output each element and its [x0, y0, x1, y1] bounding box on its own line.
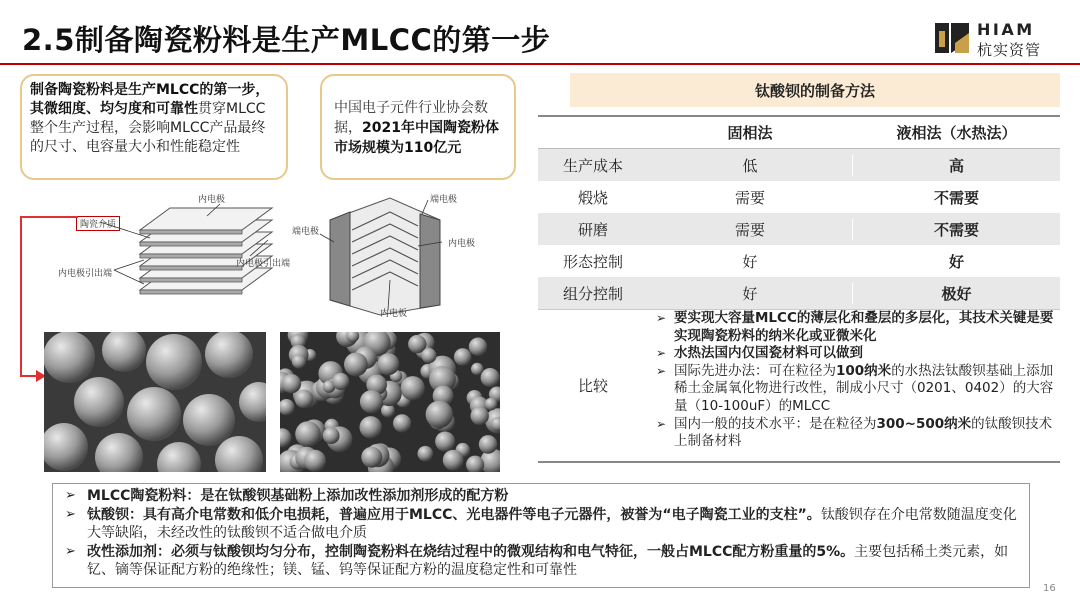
sem-particle	[454, 348, 472, 366]
sem-particle	[471, 407, 489, 425]
sem-particle	[332, 373, 349, 390]
logo-mark-icon	[935, 21, 969, 55]
callout-first-step-bold: 制备陶瓷粉料是生产MLCC的第一步，其微细度、均匀度和可靠性	[30, 82, 270, 117]
solid-value: 好	[648, 251, 853, 272]
sem-particle	[360, 416, 382, 438]
bottom-notes-list	[61, 487, 1021, 580]
compare-list	[648, 310, 1060, 461]
compare-label: 比较	[577, 377, 608, 395]
compare-item: ➢ 国际先进办法：可在粒径为100纳米的水热法钛酸钡基础上添加稀土金属氧化物进行改性，制成小尺寸（0201、0402）的大容量（10-100uF）的MLCC	[656, 363, 1054, 416]
callout-first-step	[20, 74, 288, 180]
sem-particle	[361, 447, 382, 468]
sem-particle	[377, 353, 399, 375]
mlcc-structure-drawing	[290, 190, 515, 320]
preparation-methods-table	[538, 115, 1060, 463]
solid-value: 好	[648, 283, 853, 304]
header-liquid-method: 液相法（水热法）	[896, 124, 1017, 142]
company-logo	[935, 20, 1060, 58]
label-inner-electrode: 内电极	[198, 195, 226, 205]
logo-en-text: HIAM	[977, 20, 1035, 39]
sem-image-solid-method	[44, 332, 266, 472]
note-item: ➢ 改性添加剂：必须与钛酸钡均匀分布，控制陶瓷粉料在烧结过程中的微观结构和电气特征，一般占MLCC配方粉重量的5%。主要包括稀土类元素，如钇、镝等保证配方粉的绝缘性；镁、锰、钨等保证配方粉的温度稳定性和可靠性	[61, 543, 1021, 580]
label-inner-plate: 内电板	[380, 309, 408, 319]
table-compare-row	[538, 309, 1060, 463]
sem-particle	[292, 354, 306, 368]
connector-line-vertical	[20, 216, 22, 376]
table-row	[538, 181, 1060, 213]
compare-item: ➢ 要实现大容量MLCC的薄层化和叠层的多层化，其技术关键是要实现陶瓷粉料的纳米化或亚微米化	[656, 310, 1054, 345]
table-header-row	[538, 117, 1060, 149]
table-row	[538, 245, 1060, 277]
sem-particle	[344, 353, 368, 377]
sem-particle	[481, 368, 500, 387]
label-ceramic-dielectric: 陶瓷介质	[76, 216, 120, 231]
sem-particle	[295, 390, 314, 409]
mlcc-layer-diagram	[22, 190, 291, 320]
liquid-value: 极好	[941, 284, 972, 303]
label-inner-electrode-lead: 内电极引出端	[58, 269, 113, 279]
bottom-notes-box	[52, 483, 1030, 588]
liquid-value: 不需要	[933, 188, 979, 207]
note-item: ➢ 钛酸钡：具有高介电常数和低介电损耗，普遍应用于MLCC、光电器件等电子元器件，被誉为“电子陶瓷工业的支柱”。钛酸钡存在介电常数随温度变化大等缺陷，未经改性的钛酸钡不适合做电介质	[61, 506, 1021, 543]
sem-particle	[323, 427, 340, 444]
mlcc-layer-drawing	[22, 190, 282, 320]
sem-particle	[401, 376, 425, 400]
table-row	[538, 213, 1060, 245]
row-label: 煅烧	[577, 188, 608, 207]
row-label: 形态控制	[562, 252, 623, 271]
solid-value: 需要	[648, 187, 853, 208]
sem-particle	[360, 390, 383, 413]
liquid-value: 不需要	[933, 220, 979, 239]
sem-particle	[418, 446, 434, 462]
sem-particle	[471, 363, 483, 375]
sem-particle	[393, 414, 411, 432]
table-row	[538, 149, 1060, 181]
sem-particles-small	[280, 332, 500, 472]
sem-particle	[282, 374, 301, 393]
sem-image-liquid-method	[280, 332, 500, 472]
solid-value: 需要	[648, 219, 853, 240]
liquid-value: 好	[948, 252, 964, 271]
sem-particle	[304, 450, 326, 472]
sem-particle	[426, 401, 453, 428]
page-number: 16	[1043, 583, 1056, 594]
label-terminal-electrode: 端电极	[430, 195, 458, 205]
title-divider	[0, 63, 1080, 65]
sem-particle	[469, 338, 487, 356]
connector-line-top	[20, 216, 78, 218]
table-row	[538, 277, 1060, 309]
compare-item: ➢ 国内一般的技术水平：是在粒径为300~500纳米的钛酸钡技术上制备材料	[656, 416, 1054, 451]
sem-particles-large	[44, 332, 266, 472]
callout-first-step-text: 贯穿MLCC整个生产过程，会影响MLCC产品最终的尺寸、电容量大小和性能稳定性	[30, 101, 266, 155]
liquid-value: 高	[948, 156, 964, 175]
sem-particle	[295, 421, 321, 447]
row-label: 组分控制	[562, 284, 623, 303]
sem-particle	[485, 398, 498, 411]
sem-particle	[479, 435, 498, 454]
solid-value: 低	[648, 155, 853, 176]
note-item: ➢ MLCC陶瓷粉料：是在钛酸钡基础粉上添加改性添加剂形成的配方粉	[61, 487, 1021, 506]
callout-market-size-text: 中国电子元件行业协会数据，	[334, 100, 488, 136]
sem-particle	[421, 348, 436, 363]
callout-market-size	[320, 74, 516, 180]
table-title: 钛酸钡的制备方法	[570, 73, 1060, 107]
compare-item: ➢ 水热法国内仅国瓷材料可以做到	[656, 345, 1054, 363]
label-inner-electrode-right: 内电极	[448, 239, 476, 249]
sem-particle	[443, 450, 464, 471]
sem-particle	[435, 432, 455, 452]
callout-market-size-bold: 2021年中国陶瓷粉体市场规模为110亿元	[334, 120, 499, 156]
row-label: 生产成本	[562, 156, 623, 175]
mlcc-structure-diagram	[290, 190, 515, 320]
row-label: 研磨	[577, 220, 608, 239]
page-title: 2.5制备陶瓷粉料是生产MLCC的第一步	[22, 23, 551, 57]
label-inner-electrode-lead-right: 内电极引出端	[236, 259, 291, 269]
header-solid-method: 固相法	[648, 122, 853, 143]
logo-cn-text: 杭实资管	[977, 41, 1042, 59]
label-terminal-electrode-left: 端电极	[292, 227, 320, 237]
